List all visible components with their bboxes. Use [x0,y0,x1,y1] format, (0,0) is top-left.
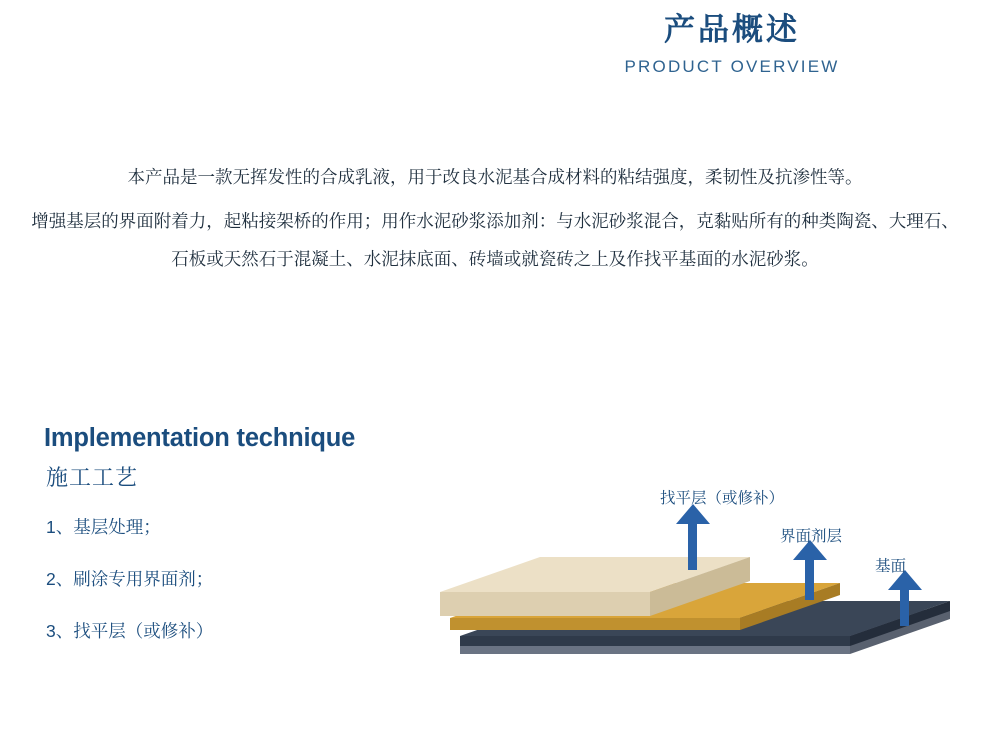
list-item: 1、基层处理； [46,517,161,537]
intro-paragraph-2: 增强基层的界面附着力，起粘接架桥的作用；用作水泥砂浆添加剂：与水泥砂浆混合，克黏贴所有的种类陶瓷、大理石、石板或天然石于混凝土、水泥抹底面、砖墙或就瓷砖之上及作找平基面的水泥砂浆。 [31,211,959,269]
layer-structure-diagram [420,470,980,700]
list-item: 3、找平层（或修补） [46,621,214,641]
implementation-steps-list [46,512,474,646]
implementation-title-en: Implementation technique [44,424,356,452]
diagram-label-base-surface: 基面 [875,558,907,575]
intro-text-block [20,158,970,278]
page-header [522,8,942,82]
diagram-label-interface-agent-layer: 界面剂层 [780,528,843,545]
page-title: 产品概述 [664,12,800,47]
intro-paragraph-1: 本产品是一款无挥发性的合成乳液，用于改良水泥基合成材料的粘结强度，柔韧性及抗渗性等。 [127,167,863,187]
diagram-label-leveling-layer: 找平层（或修补） [660,490,785,507]
implementation-title-cn: 施工工艺 [46,465,139,490]
implementation-section [44,420,474,668]
list-item: 2、刷涂专用界面剂； [46,569,214,589]
page-subtitle: PRODUCT OVERVIEW [624,57,840,76]
